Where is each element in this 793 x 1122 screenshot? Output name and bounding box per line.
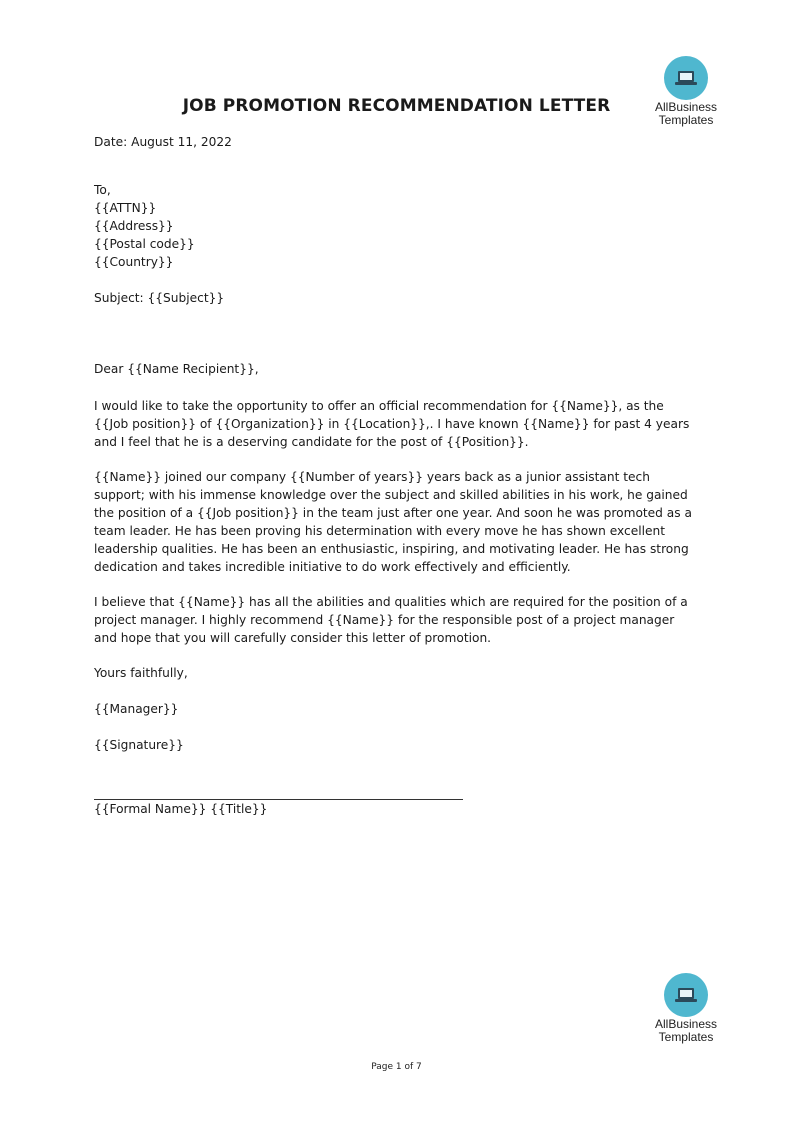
subject-line: Subject: {{Subject}}	[94, 291, 225, 305]
salutation: Dear {{Name Recipient}},	[94, 362, 259, 376]
logo-text-allbusiness: AllBusiness	[654, 1017, 718, 1031]
logo-text-templates: Templates	[658, 1030, 714, 1044]
allbusiness-logo-bottom	[643, 973, 733, 1053]
laptop-icon	[673, 68, 699, 88]
address-address: {{Address}}	[94, 219, 174, 233]
formal-name-title: {{Formal Name}} {{Title}}	[94, 802, 268, 816]
address-to: To,	[94, 183, 111, 197]
letter-title: JOB PROMOTION RECOMMENDATION LETTER	[182, 96, 611, 116]
address-postal-code: {{Postal code}}	[94, 237, 195, 251]
paragraph-2: {{Name}} joined our company {{Number of years}} years back as a junior assistant tech support; with his immense knowledge over the subject and skilled abilities in his work, he gained the position of a {{Job position}} in the team just after one year. And soon he was promoted as a team leader. He has been proving his determination with every move he has shown excellent leadership qualities. He has been an enthusiastic, inspiring, and motivating leader. He has strong dedication and takes incredible initiative to do work effectively and efficiently.	[94, 470, 692, 574]
paragraph-1: I would like to take the opportunity to offer an official recommendation for {{Name}}, as the {{Job position}} of {{Organization}} in {{Location}},. I have known {{Name}} for past 4 years and I feel that he is a deserving candidate for the post of {{Position}}.	[94, 399, 690, 449]
logo-text-templates: Templates	[658, 113, 714, 127]
manager-placeholder: {{Manager}}	[94, 702, 179, 716]
closing: Yours faithfully,	[94, 666, 188, 680]
page-number-footer: Page 1 of 7	[371, 1062, 422, 1072]
signature-placeholder: {{Signature}}	[94, 738, 184, 752]
paragraph-3: I believe that {{Name}} has all the abilities and qualities which are required for the position of a project manager. I highly recommend {{Name}} for the responsible post of a project manager and hope that you will carefully consider this letter of promotion.	[94, 595, 688, 645]
address-country: {{Country}}	[94, 255, 174, 269]
logo-text-allbusiness: AllBusiness	[654, 100, 718, 114]
date-line: Date: August 11, 2022	[94, 135, 232, 149]
address-attn: {{ATTN}}	[94, 201, 157, 215]
laptop-icon	[673, 985, 699, 1005]
